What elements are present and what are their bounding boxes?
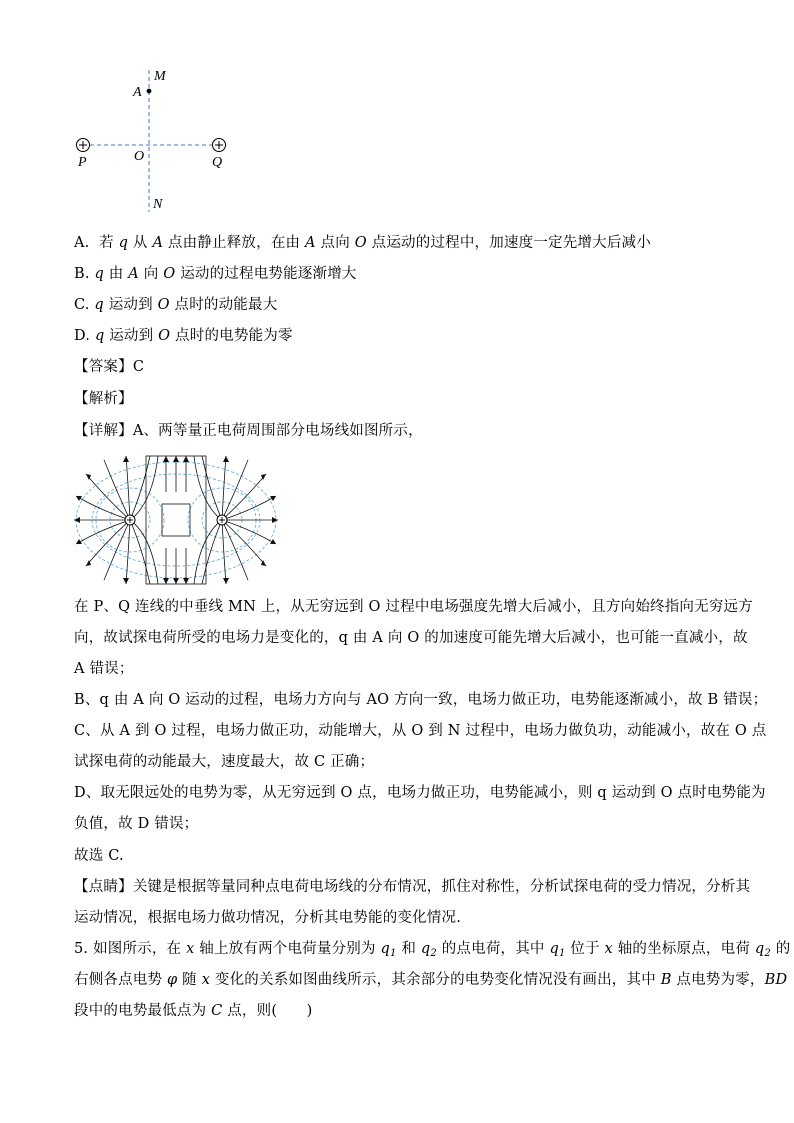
detail-p3-l2: 试探电荷的动能最大，速度最大，故 C 正确； xyxy=(74,754,375,770)
label-a: A xyxy=(133,85,142,100)
label-q: Q xyxy=(212,155,223,170)
option-d: D. q 运动到 O 点时的电势能为零 xyxy=(74,328,293,344)
label-p: P xyxy=(78,155,87,170)
charge-left-icon xyxy=(125,515,135,525)
detail-p1-l2: 向，故试探电荷所受的电场力是变化的，q 由 A 向 O 的加速度可能先增大后减小，也可能一直减小，故 xyxy=(74,630,748,646)
detail-p4-l2: 负值，故 D 错误； xyxy=(74,816,199,832)
charge-p-icon xyxy=(77,139,90,152)
answer-tag: 【答案】 xyxy=(74,359,133,375)
label-n: N xyxy=(153,197,163,212)
label-o: O xyxy=(134,149,145,164)
label-m: M xyxy=(154,69,166,84)
field-lines-diagram xyxy=(70,452,282,588)
point-a-dot xyxy=(147,89,152,94)
option-b: B. q 由 A 向 O 运动的过程电势能逐渐增大 xyxy=(74,266,357,282)
detail-conclusion: 故选 C. xyxy=(74,848,124,864)
comment-tag: 【点睛】 xyxy=(74,879,133,895)
detail-p1-l1: 在 P、Q 连线的中垂线 MN 上，从无穷远到 O 过程中电场强度先增大后减小，且方向始终指向无穷远方 xyxy=(74,599,753,615)
field-lines xyxy=(74,456,278,584)
detail-intro: 【详解】A、两等量正电荷周围部分电场线如图所示， xyxy=(74,423,423,439)
charge-diagram xyxy=(70,62,240,222)
question5-l3: 段中的电势最低点为 C 点，则( ) xyxy=(74,1003,313,1019)
answer xyxy=(74,357,734,377)
option-c: C. q 运动到 O 点时的动能最大 xyxy=(74,297,278,313)
charge-right-icon xyxy=(217,515,227,525)
comment-l2: 运动情况，根据电场力做功情况，分析其电势能的变化情况. xyxy=(74,910,462,926)
detail-p1-l3: A 错误； xyxy=(74,661,134,677)
detail-p3-l1: C、从 A 到 O 过程，电场力做正功，动能增大，从 O 到 N 过程中，电场力做负功，动能减小，故在 O 点 xyxy=(74,723,767,739)
analysis-tag: 【解析】 xyxy=(74,391,133,407)
question5-l2: 右侧各点电势 φ 随 x 变化的关系如图曲线所示，其余部分的电势变化情况没有画出，其中 B 点电势为零，BD xyxy=(74,972,788,988)
detail-p4-l1: D、取无限远处的电势为零，从无穷远到 O 点，电场力做正功，电势能减小，则 q 运动到 O 点时电势能为 xyxy=(74,785,766,801)
question5-l1: 5. 如图所示，在 x 轴上放有两个电荷量分别为 $q_1$ 和 $q_2$ 的点电荷，其中 $q_1$ 位于 x 轴的坐标原点，电荷 $q_2$ 的 xyxy=(74,941,791,959)
detail-tag: 【详解】 xyxy=(74,423,133,439)
comment-l1: 【点睛】关键是根据等量同种点电荷电场线的分布情况，抓住对称性，分析试探电荷的受力情况，分析其 xyxy=(74,879,751,895)
detail-p2: B、q 由 A 向 O 运动的过程，电场力方向与 AO 方向一致，电场力做正功，电势能逐渐减小，故 B 错误； xyxy=(74,692,768,708)
option-a: A. 若 q 从 A 点由静止释放，在由 A 点向 O 点运动的过程中，加速度一定先增大后减小 xyxy=(74,235,651,251)
question-number: 5. xyxy=(74,941,89,957)
charge-q-icon xyxy=(213,139,226,152)
answer-value: C xyxy=(132,359,145,375)
